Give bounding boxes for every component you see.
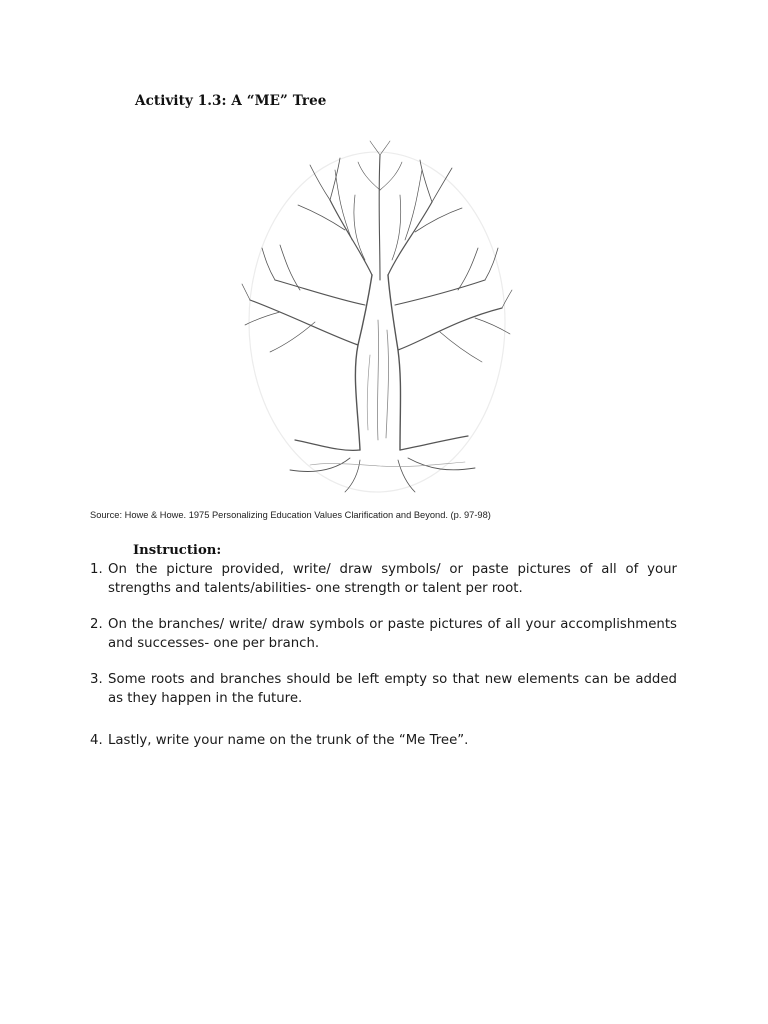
item-text: Lastly, write your name on the trunk of the “Me Tree”. — [108, 733, 469, 748]
item-number: 3. — [90, 672, 103, 687]
item-text: On the picture provided, write/ draw symbols/ or paste pictures of all of your strengths and talents/abilities- one strength or talent per root. — [108, 562, 677, 596]
instruction-item — [90, 671, 677, 708]
instruction-heading: Instruction: — [133, 543, 222, 558]
source-caption: Source: Howe & Howe. 1975 Personalizing Education Values Clarification and Beyond. (p. 97-98) — [90, 510, 491, 520]
tree-sketch-icon — [240, 140, 515, 502]
instruction-item — [90, 561, 677, 598]
item-number: 4. — [90, 733, 103, 748]
item-text: Some roots and branches should be left empty so that new elements can be added as they happen in the future. — [108, 672, 677, 706]
page-title: Activity 1.3: A “ME” Tree — [135, 93, 327, 109]
item-number: 1. — [90, 562, 103, 577]
instruction-list — [90, 561, 677, 751]
instruction-item — [90, 732, 677, 751]
instruction-item — [90, 616, 677, 653]
item-number: 2. — [90, 617, 103, 632]
item-text: On the branches/ write/ draw symbols or paste pictures of all your accomplishments and successes- one per branch. — [108, 617, 677, 651]
